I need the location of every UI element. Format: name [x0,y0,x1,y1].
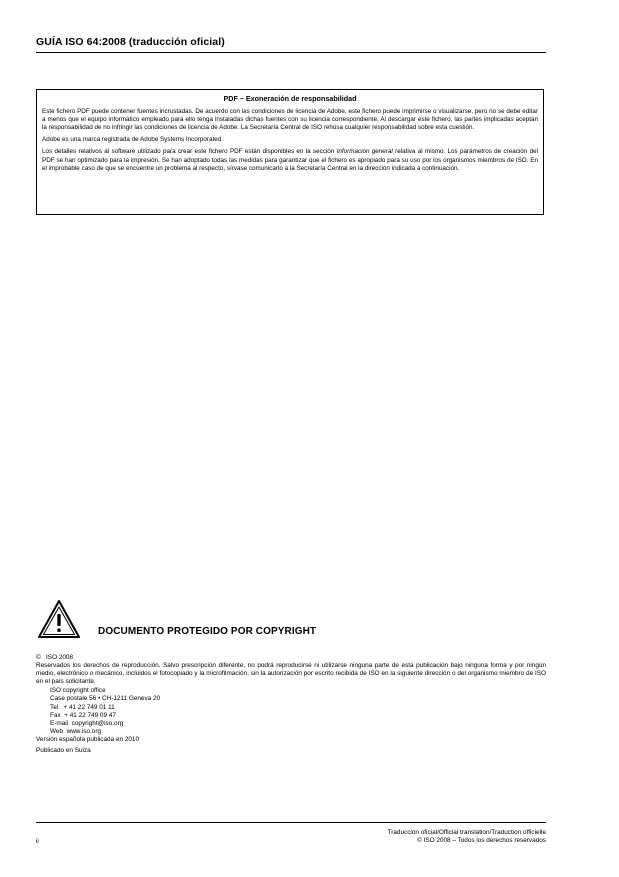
footer-rights-line: © ISO 2008 – Todos los derechos reservados [417,837,546,845]
copyright-reproduction-text: Reservados los derechos de reproducción. Salvo prescripción diferente, no podrá reproducirse ni utilizarse ninguna parte de esta publicación bajo ninguna forma y por ningún medio, electrónico o mecánico, incluidos el fotocopiado y la microfilmación, sin la autorización por escrito recibida de ISO en la siguiente dirección o del organismo miembro de ISO en el país solicitante. [36,662,546,686]
disclaimer-paragraph-fonts: Este fichero PDF puede contener fuentes incrustadas. De acuerdo con las condiciones de licencia de Adobe, este fichero puede imprimirse o visualizarse, pero no se debe editar a menos que el equipo informático empleado para ello tenga instaladas dichas fuentes con su licencia correspondiente. Al descargar este fichero, las partes implicadas aceptan la responsabilidad de no infringir las condiciones de licencia de Adobe. La Secretaría Central de ISO rehúsa cualquier responsabilidad sobre esta cuestión. [42,108,538,132]
iso-address-block [36,687,546,736]
disclaimer-general-info-term: Información general [336,148,393,156]
page-number: ii [36,838,39,845]
published-note: Publicado en Suiza [36,747,91,755]
page-header-title: GUÍA ISO 64:2008 (traducción oficial) [36,36,225,48]
address-line: ISO copyright office [50,687,106,695]
address-web: Web www.iso.org [50,727,102,735]
address-line: Case postale 56 • CH-1211 Geneva 20 [50,695,161,703]
pdf-disclaimer-box [36,89,544,215]
disclaimer-paragraph-software [42,148,538,172]
version-note: Versión española publicada en 2010 [36,735,140,743]
disclaimer-paragraph-trademark: Adobe es una marca registrada de Adobe Systems Incorporated. [42,136,223,144]
footer-translation-line: Traducción oficial/Official translation/Traduction officielle [387,829,546,836]
disclaimer-software-text-b: relativa al mismo. Los parámetros de creación del PDF se han optimizado para la impresión. Se han adoptado todas las medidas para garantizar que el fichero es apropiado para su uso por los organismos miembros de ISO. En el improbable caso de que se encuentre un problema al respecto, sírvase comunicarlo a la Secretaría Central en la dirección indicada a continuación. [42,148,538,172]
footer-right [388,829,546,845]
footer-divider [36,822,546,823]
disclaimer-title: PDF – Exoneración de responsabilidad [223,94,357,103]
warning-triangle-icon [36,598,82,640]
disclaimer-software-text-a: Los detalles relativos al software utilizado para crear este fichero PDF están disponibles en la sección [42,148,337,156]
copyright-body [36,654,546,755]
address-email: E-mail copyright@iso.org [50,719,124,727]
address-fax: Fax + 41 22 749 09 47 [50,711,116,719]
address-phone: Tel. + 41 22 749 01 11 [50,703,115,711]
copyright-notice: © ISO 2008 [36,654,74,661]
header-divider [36,52,546,53]
copyright-heading: DOCUMENTO PROTEGIDO POR COPYRIGHT [98,626,317,637]
